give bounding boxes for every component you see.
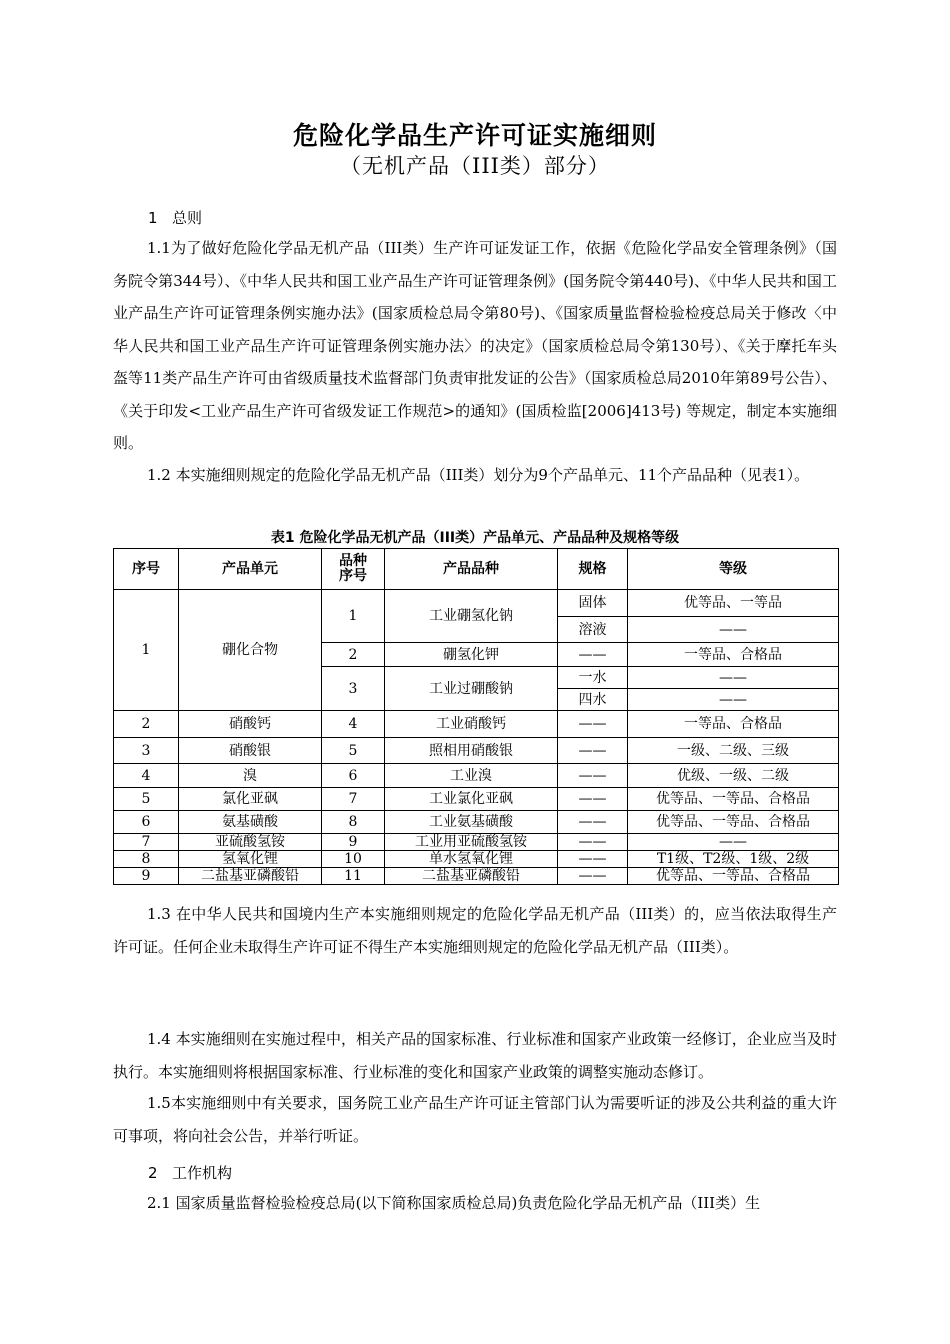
cell-product: 工业用亚硫酸氢铵 <box>385 834 558 851</box>
cell-spec: —— <box>558 711 628 738</box>
cell-variety-no: 10 <box>322 851 385 868</box>
cell-grade: —— <box>628 617 839 643</box>
cell-variety-no: 11 <box>322 868 385 885</box>
cell-grade: 优等品、一等品 <box>628 590 839 617</box>
cell-variety-no: 4 <box>322 711 385 738</box>
header-spec: 规格 <box>558 549 628 590</box>
cell-spec: —— <box>558 738 628 764</box>
header-variety-no <box>322 549 385 590</box>
paragraph-1-1: 1.1为了做好危险化学品无机产品（III类）生产许可证发证工作，依据《危险化学品安全管理条例》（国务院令第344号）、《中华人民共和国工业产品生产许可证管理条例》(国务院令第440号)、《中华人民共和国工业产品生产许可证管理条例实施办法》(国家质检总局令第80号)、《国家质量监督检验检疫总局关于修改〈中华人民共和国工业产品生产许可证管理条例实施办法〉的决定》（国家质检总局令第130号）、《关于摩托车头盔等11类产品生产许可由省级质量技术监督部门负责审批发证的公告》（国家质检总局2010年第89号公告）、《关于印发<工业产品生产许可省级发证工作规范>的通知》(国质检监[2006]413号) 等规定，制定本实施细则。 <box>113 239 837 452</box>
section-heading-2 <box>148 1162 232 1183</box>
cell-product: 二盐基亚磷酸铅 <box>385 868 558 885</box>
section-number: 2 <box>148 1164 158 1182</box>
document-subtitle: （无机产品（III类）部分） <box>340 154 610 178</box>
cell-product: 工业硼氢化钠 <box>385 590 558 643</box>
cell-grade: T1级、T2级、1级、2级 <box>628 851 839 868</box>
cell-unit: 硝酸银 <box>179 738 322 764</box>
cell-seq: 3 <box>114 738 179 764</box>
cell-grade: 一等品、合格品 <box>628 643 839 667</box>
cell-spec: —— <box>558 834 628 851</box>
cell-unit: 氯化亚砜 <box>179 788 322 811</box>
cell-unit: 亚硫酸氢铵 <box>179 834 322 851</box>
product-table <box>113 548 839 885</box>
cell-product: 工业氯化亚砜 <box>385 788 558 811</box>
cell-grade: 一级、二级、三级 <box>628 738 839 764</box>
table-row <box>114 834 839 851</box>
paragraph-2-1: 2.1 国家质量监督检验检疫总局(以下简称国家质检总局)负责危险化学品无机产品（III类）生 <box>147 1194 761 1212</box>
cell-seq: 7 <box>114 834 179 851</box>
cell-unit: 氢氧化锂 <box>179 851 322 868</box>
cell-variety-no: 1 <box>322 590 385 643</box>
cell-variety-no: 7 <box>322 788 385 811</box>
cell-unit: 二盐基亚磷酸铅 <box>179 868 322 885</box>
table-caption: 表1 危险化学品无机产品（III类）产品单元、产品品种及规格等级 <box>270 530 680 546</box>
cell-variety-no: 5 <box>322 738 385 764</box>
cell-seq: 4 <box>114 764 179 788</box>
header-product: 产品品种 <box>385 549 558 590</box>
paragraph-1-4: 1.4 本实施细则在实施过程中，相关产品的国家标准、行业标准和国家产业政策一经修订，企业应当及时执行。本实施细则将根据国家标准、行业标准的变化和国家产业政策的调整实施动态修订。 <box>113 1030 837 1081</box>
cell-seq: 8 <box>114 851 179 868</box>
cell-unit: 溴 <box>179 764 322 788</box>
cell-seq: 2 <box>114 711 179 738</box>
table-row <box>114 868 839 885</box>
table-row <box>114 788 839 811</box>
paragraph-1-5: 1.5本实施细则中有关要求，国务院工业产品生产许可证主管部门认为需要听证的涉及公共利益的重大许可事项，将向社会公告，并举行听证。 <box>113 1094 837 1145</box>
table-header-row <box>114 549 839 590</box>
cell-unit: 氨基磺酸 <box>179 811 322 834</box>
table-row <box>114 738 839 764</box>
paragraph-1-3: 1.3 在中华人民共和国境内生产本实施细则规定的危险化学品无机产品（III类）的，应当依法取得生产许可证。任何企业未取得生产许可证不得生产本实施细则规定的危险化学品无机产品（III类）。 <box>113 905 837 956</box>
cell-spec: —— <box>558 643 628 667</box>
cell-product: 照相用硝酸银 <box>385 738 558 764</box>
cell-spec: 一水 <box>558 667 628 689</box>
cell-seq: 6 <box>114 811 179 834</box>
section-heading-1 <box>148 207 202 228</box>
header-grade: 等级 <box>628 549 839 590</box>
cell-product: 工业过硼酸钠 <box>385 667 558 711</box>
cell-grade: 优级、一级、二级 <box>628 764 839 788</box>
document-title: 危险化学品生产许可证实施细则 <box>292 121 657 150</box>
paragraph-1-2: 1.2 本实施细则规定的危险化学品无机产品（III类）划分为9个产品单元、11个产品品种（见表1）。 <box>147 466 810 484</box>
header-unit: 产品单元 <box>179 549 322 590</box>
cell-spec: —— <box>558 764 628 788</box>
cell-unit: 硼化合物 <box>179 590 322 711</box>
cell-seq: 9 <box>114 868 179 885</box>
section-number: 1 <box>148 209 158 227</box>
cell-spec: —— <box>558 851 628 868</box>
cell-product: 工业溴 <box>385 764 558 788</box>
cell-variety-no: 9 <box>322 834 385 851</box>
cell-variety-no: 2 <box>322 643 385 667</box>
cell-grade: 一等品、合格品 <box>628 711 839 738</box>
table-row <box>114 711 839 738</box>
cell-product: 单水氢氧化锂 <box>385 851 558 868</box>
cell-grade: —— <box>628 689 839 711</box>
cell-grade: 优等品、一等品、合格品 <box>628 868 839 885</box>
cell-variety-no: 3 <box>322 667 385 711</box>
cell-spec: 四水 <box>558 689 628 711</box>
cell-spec: 溶液 <box>558 617 628 643</box>
cell-product: 工业硝酸钙 <box>385 711 558 738</box>
cell-spec: —— <box>558 811 628 834</box>
cell-unit: 硝酸钙 <box>179 711 322 738</box>
cell-grade: —— <box>628 667 839 689</box>
cell-variety-no: 8 <box>322 811 385 834</box>
cell-seq: 1 <box>114 590 179 711</box>
header-variety-no-text: 品种序号 <box>339 553 367 584</box>
header-seq: 序号 <box>114 549 179 590</box>
cell-spec: —— <box>558 868 628 885</box>
cell-product: 工业氨基磺酸 <box>385 811 558 834</box>
table-row <box>114 590 839 617</box>
section-title: 总则 <box>172 209 203 227</box>
table-row <box>114 851 839 868</box>
cell-spec: 固体 <box>558 590 628 617</box>
cell-grade: 优等品、一等品、合格品 <box>628 788 839 811</box>
cell-product: 硼氢化钾 <box>385 643 558 667</box>
cell-seq: 5 <box>114 788 179 811</box>
cell-variety-no: 6 <box>322 764 385 788</box>
section-title: 工作机构 <box>172 1164 233 1182</box>
cell-grade: 优等品、一等品、合格品 <box>628 811 839 834</box>
table-row <box>114 764 839 788</box>
cell-spec: —— <box>558 788 628 811</box>
table-row <box>114 811 839 834</box>
cell-grade: —— <box>628 834 839 851</box>
